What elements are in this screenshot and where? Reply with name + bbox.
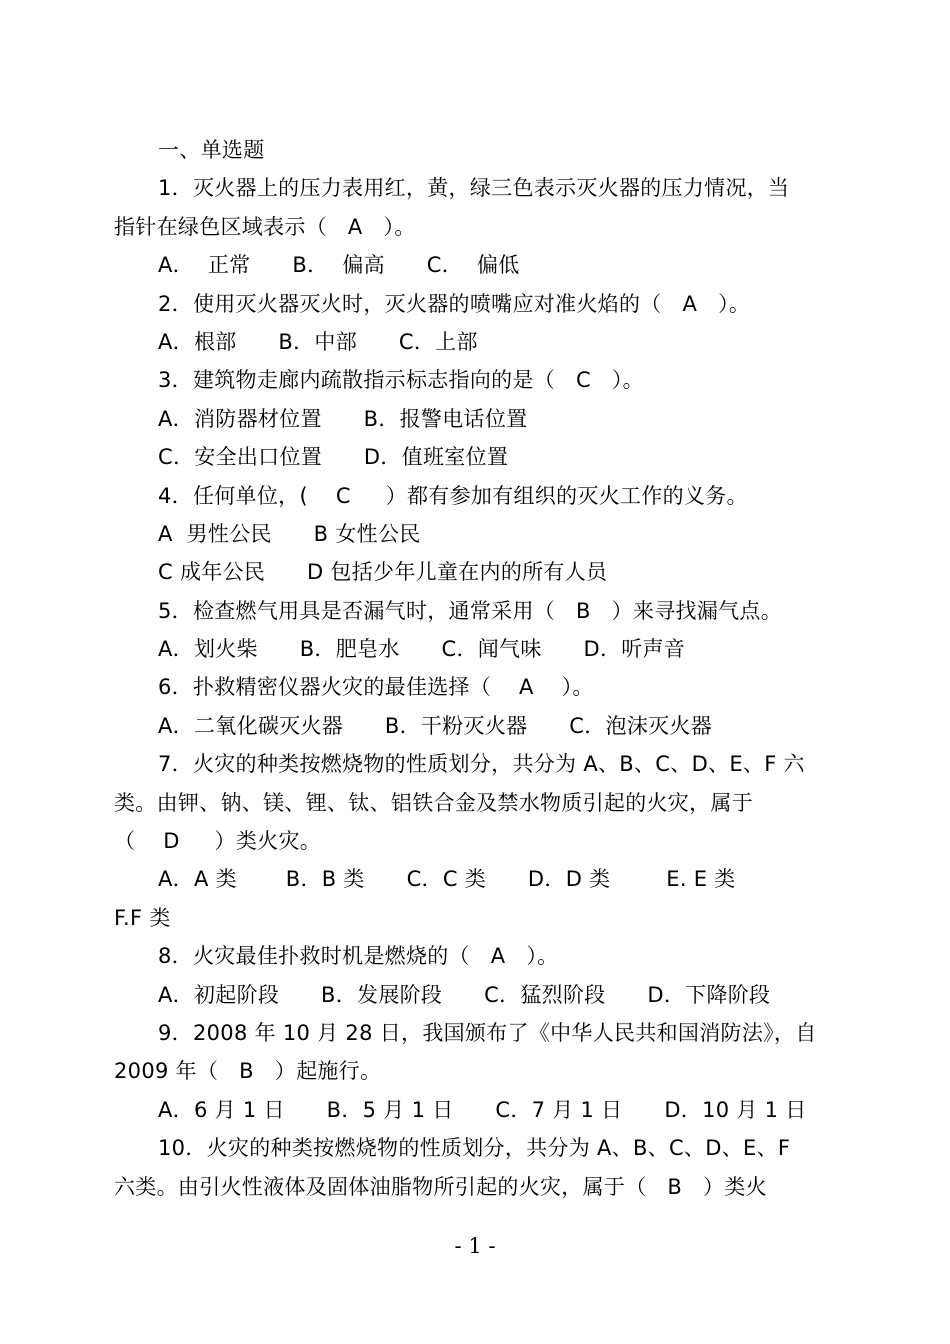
text-line: 1．灭火器上的压力表用红，黄，绿三色表示灭火器的压力情况，当 (158, 176, 790, 201)
text-line: 8．火灾最佳扑救时机是燃烧的（ A ）。 (158, 944, 559, 969)
text-line: 4．任何单位，( C ）都有参加有组织的灭火工作的义务。 (158, 483, 748, 508)
text-line: 3．建筑物走廊内疏散指示标志指向的是（ C ）。 (158, 368, 644, 393)
text-line: C．安全出口位置 D．值班室位置 (158, 445, 509, 470)
text-line: 2009 年（ B ）起施行。 (114, 1059, 382, 1084)
text-line: 指针在绿色区域表示（ A ）。 (114, 214, 416, 239)
text-line: 类。由钾、钠、镁、锂、钛、铝铁合金及禁水物质引起的火灾，属于 (114, 790, 753, 815)
text-line: 6．扑救精密仪器火灾的最佳选择（ A ）。 (158, 675, 594, 700)
text-line: C 成年公民 D 包括少年儿童在内的所有人员 (158, 560, 608, 585)
text-line: 2．使用灭火器灭火时，灭火器的喷嘴应对准火焰的（ A ）。 (158, 291, 751, 316)
text-line: F.F 类 (114, 905, 171, 930)
text-line: A．划火柴 B．肥皂水 C．闻气味 D．听声音 (158, 637, 686, 662)
text-line: A． 正常 B． 偏高 C． 偏低 (158, 253, 520, 278)
text-line: 7．火灾的种类按燃烧物的性质划分，共分为 A、B、C、D、E、F 六 (158, 752, 805, 777)
text-line: 六类。由引火性液体及固体油脂物所引起的火灾，属于（ B ）类火 (114, 1174, 767, 1199)
page-number: - 1 - (454, 1234, 496, 1258)
text-line: A．A 类 B．B 类 C．C 类 D．D 类 E. E 类 (158, 867, 736, 892)
document-body (0, 131, 950, 1206)
text-line: 9．2008 年 10 月 28 日，我国颁布了《中华人民共和国消防法》，自 (158, 1020, 817, 1045)
text-line: A．6 月 1 日 B．5 月 1 日 C．7 月 1 日 D．10 月 1 日 (158, 1097, 807, 1122)
text-line: 一、单选题 (158, 138, 265, 162)
text-line: （ D ）类火灾。 (114, 829, 322, 854)
text-line: A．消防器材位置 B．报警电话位置 (158, 406, 528, 431)
text-line: A．初起阶段 B．发展阶段 C．猛烈阶段 D．下降阶段 (158, 982, 771, 1007)
text-line: 5．检查燃气用具是否漏气时，通常采用（ B ）来寻找漏气点。 (158, 598, 783, 623)
text-line: A．二氧化碳灭火器 B．干粉灭火器 C．泡沫灭火器 (158, 713, 713, 738)
text-line: A 男性公民 B 女性公民 (158, 521, 421, 546)
text-line: 10．火灾的种类按燃烧物的性质划分，共分为 A、B、C、D、E、F (158, 1136, 791, 1161)
text-line: A．根部 B．中部 C．上部 (158, 329, 478, 354)
